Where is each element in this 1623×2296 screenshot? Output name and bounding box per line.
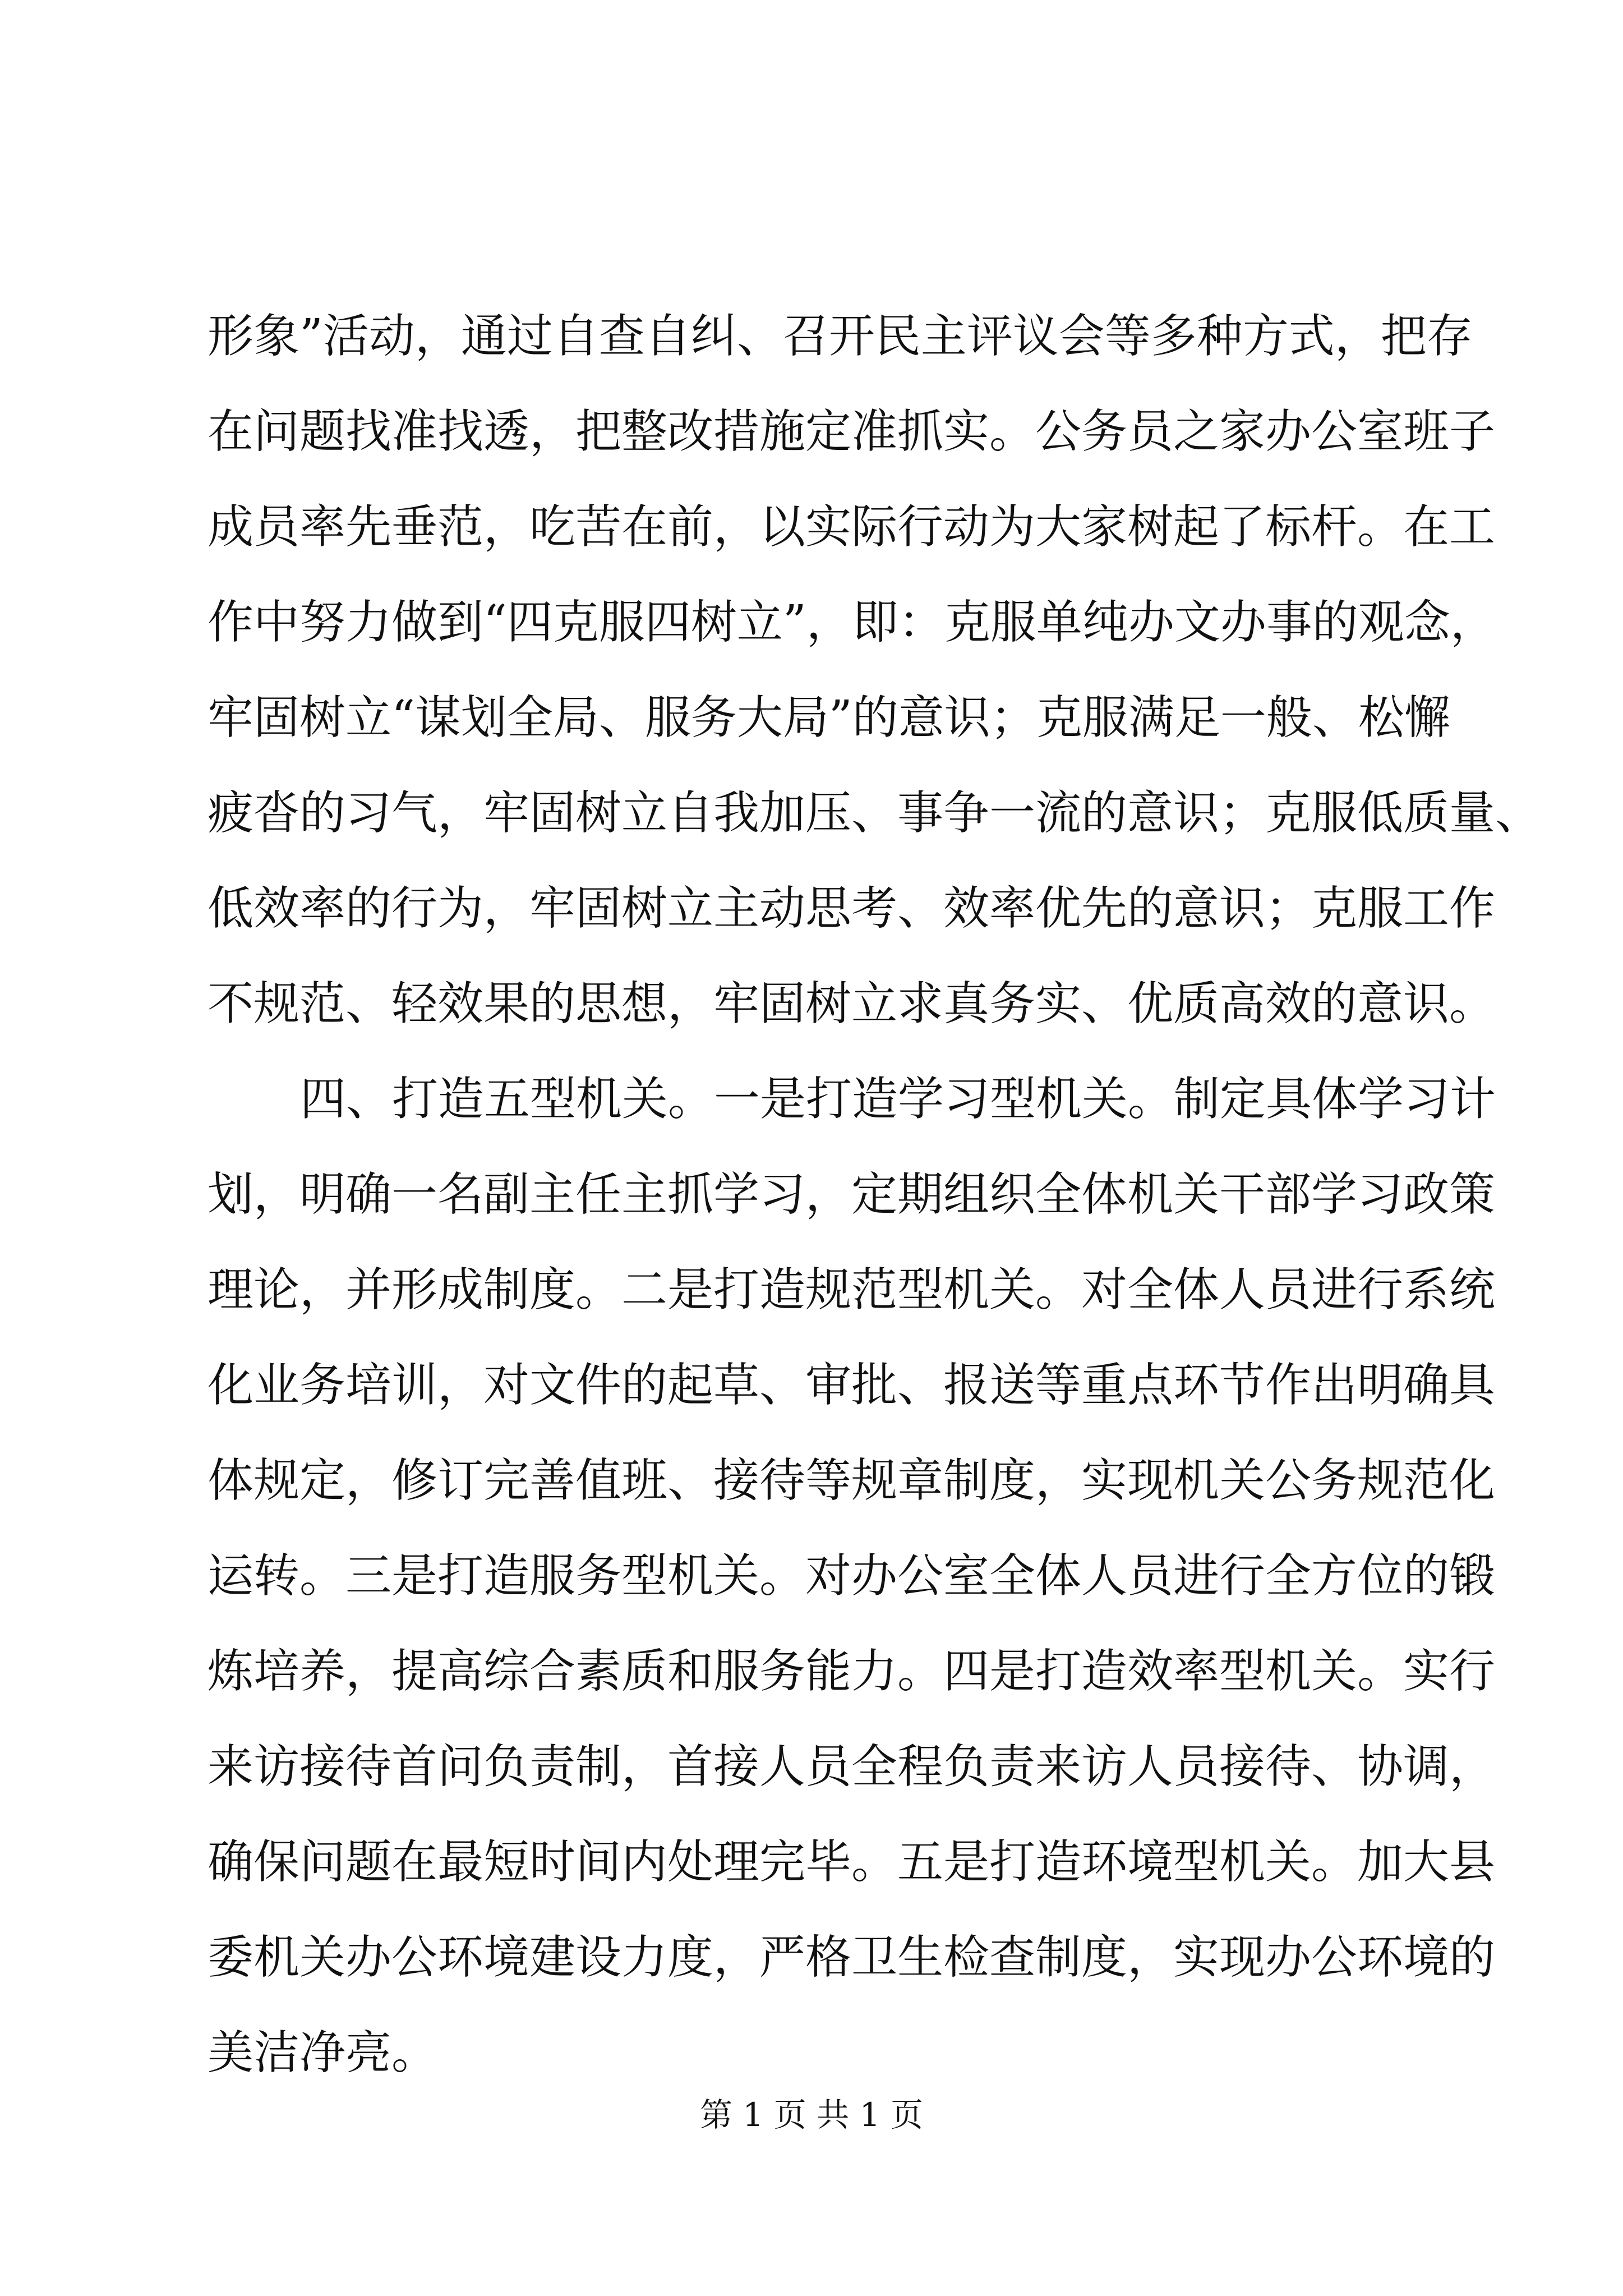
paragraph-line: 不规范、轻效果的思想，牢固树立求真务实、优质高效的意识。 [208, 977, 1496, 1030]
paragraph-line: 体规定，修订完善值班、接待等规章制度，实现机关公务规范化 [208, 1454, 1496, 1507]
paragraph-line: 形象”活动，通过自查自纠、召开民主评议会等多种方式，把存 [208, 310, 1473, 363]
paragraph-line: 化业务培训，对文件的起草、审批、报送等重点环节作出明确具 [208, 1359, 1496, 1412]
paragraph-line: 美洁净亮。 [208, 2026, 438, 2079]
paragraph-line: 划，明确一名副主任主抓学习，定期组织全体机关干部学习政策 [208, 1168, 1496, 1221]
paragraph-line: 来访接待首问负责制，首接人员全程负责来访人员接待、协调， [208, 1740, 1496, 1793]
paragraph-line: 在问题找准找透，把整改措施定准抓实。公务员之家办公室班子 [208, 405, 1496, 458]
paragraph-line: 牢固树立“谋划全局、服务大局”的意识；克服满足一般、松懈 [208, 691, 1450, 744]
paragraph-line: 低效率的行为，牢固树立主动思考、效率优先的意识；克服工作 [208, 882, 1496, 935]
paragraph-line: 成员率先垂范，吃苦在前，以实际行动为大家树起了标杆。在工 [208, 500, 1496, 554]
paragraph-line: 委机关办公环境建设力度，严格卫生检查制度，实现办公环境的 [208, 1931, 1496, 1984]
paragraph-line: 确保问题在最短时间内处理完毕。五是打造环境型机关。加大县 [208, 1835, 1496, 1889]
paragraph-line: 运转。三是打造服务型机关。对办公室全体人员进行全方位的锻 [208, 1549, 1496, 1603]
paragraph-line: 理论，并形成制度。二是打造规范型机关。对全体人员进行系统 [208, 1263, 1496, 1317]
paragraph-line: 作中努力做到“四克服四树立”，即：克服单纯办文办事的观念， [208, 596, 1496, 649]
paragraph-line: 疲沓的习气，牢固树立自我加压、事争一流的意识；克服低质量、 [208, 786, 1542, 840]
page-number-footer: 第 1 页 共 1 页 [700, 2096, 923, 2134]
paragraph-line: 四、打造五型机关。一是打造学习型机关。制定具体学习计 [300, 1073, 1496, 1126]
paragraph-line: 炼培养，提高综合素质和服务能力。四是打造效率型机关。实行 [208, 1645, 1496, 1698]
